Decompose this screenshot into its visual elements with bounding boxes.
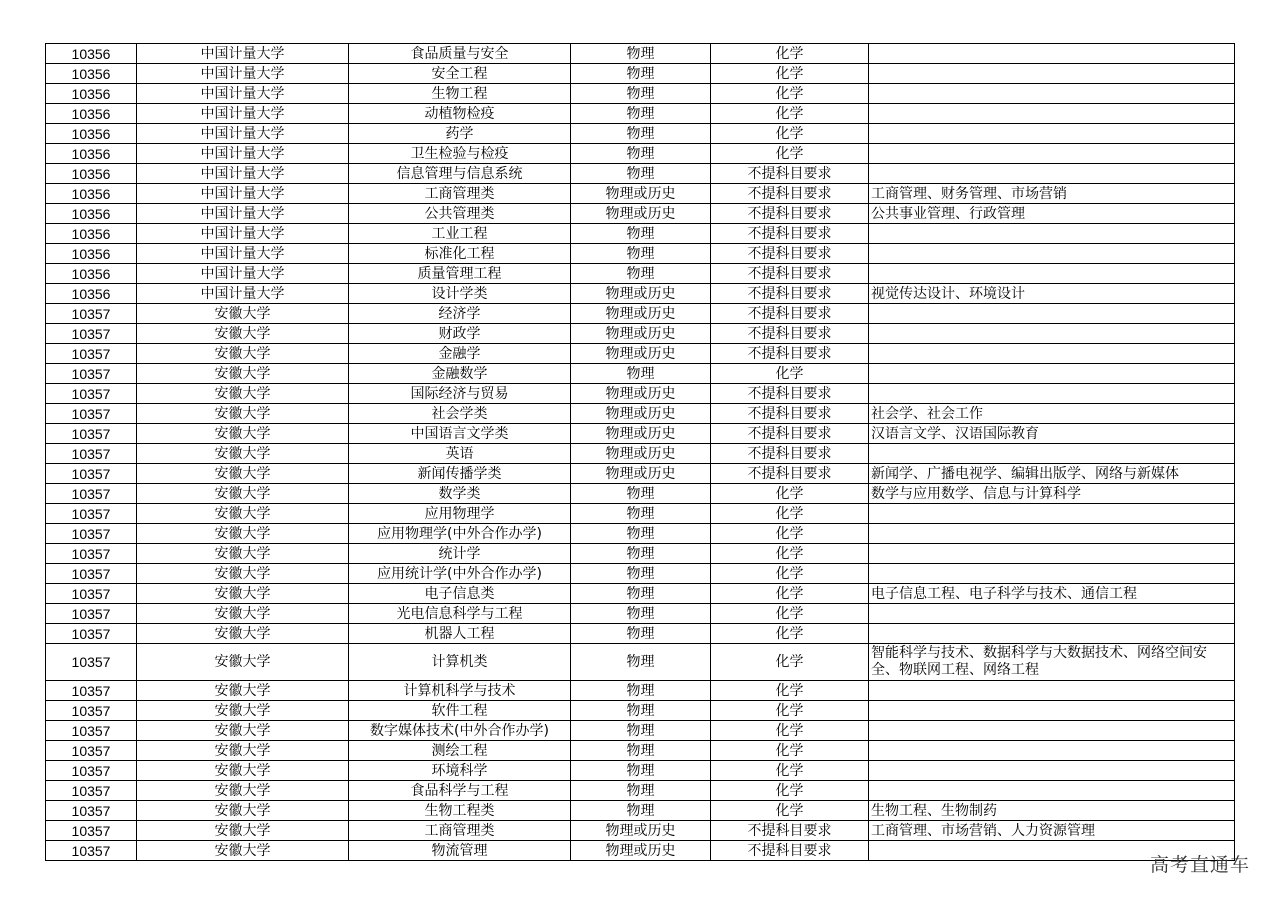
cell-first-subject: 物理或历史 [571, 324, 711, 344]
cell-second-subject: 化学 [711, 741, 869, 761]
cell-second-subject: 不提科目要求 [711, 264, 869, 284]
cell-major-name: 计算机科学与技术 [349, 681, 571, 701]
cell-school-code: 10357 [46, 344, 137, 364]
cell-school-code: 10357 [46, 584, 137, 604]
cell-second-subject: 化学 [711, 781, 869, 801]
cell-major-name: 生物工程 [349, 84, 571, 104]
cell-first-subject: 物理或历史 [571, 404, 711, 424]
cell-school-code: 10357 [46, 624, 137, 644]
cell-school-name: 中国计量大学 [137, 164, 349, 184]
cell-school-name: 安徽大学 [137, 781, 349, 801]
cell-school-code: 10357 [46, 781, 137, 801]
cell-second-subject: 不提科目要求 [711, 344, 869, 364]
table-body [46, 44, 1235, 861]
cell-major-name: 金融数学 [349, 364, 571, 384]
cell-first-subject: 物理或历史 [571, 344, 711, 364]
cell-included-majors: 公共事业管理、行政管理 [869, 204, 1235, 224]
cell-major-name: 统计学 [349, 544, 571, 564]
cell-major-name: 新闻传播学类 [349, 464, 571, 484]
cell-included-majors [869, 544, 1235, 564]
cell-school-name: 中国计量大学 [137, 184, 349, 204]
cell-major-name: 食品质量与安全 [349, 44, 571, 64]
cell-major-name: 英语 [349, 444, 571, 464]
cell-first-subject: 物理 [571, 224, 711, 244]
cell-second-subject: 不提科目要求 [711, 244, 869, 264]
cell-included-majors: 新闻学、广播电视学、编辑出版学、网络与新媒体 [869, 464, 1235, 484]
cell-second-subject: 不提科目要求 [711, 224, 869, 244]
cell-second-subject: 化学 [711, 701, 869, 721]
cell-second-subject: 化学 [711, 144, 869, 164]
cell-first-subject: 物理 [571, 681, 711, 701]
cell-second-subject: 化学 [711, 544, 869, 564]
cell-second-subject: 化学 [711, 721, 869, 741]
cell-major-name: 机器人工程 [349, 624, 571, 644]
cell-school-name: 中国计量大学 [137, 284, 349, 304]
cell-school-code: 10357 [46, 524, 137, 544]
cell-first-subject: 物理或历史 [571, 444, 711, 464]
table-row [46, 781, 1235, 801]
cell-first-subject: 物理 [571, 721, 711, 741]
cell-second-subject: 不提科目要求 [711, 424, 869, 444]
cell-major-name: 社会学类 [349, 404, 571, 424]
cell-first-subject: 物理 [571, 484, 711, 504]
table-row [46, 624, 1235, 644]
cell-included-majors [869, 244, 1235, 264]
cell-first-subject: 物理 [571, 504, 711, 524]
cell-included-majors [869, 344, 1235, 364]
cell-first-subject: 物理 [571, 604, 711, 624]
subject-requirements-table [45, 43, 1235, 861]
cell-school-code: 10357 [46, 384, 137, 404]
cell-included-majors [869, 384, 1235, 404]
cell-first-subject: 物理 [571, 544, 711, 564]
cell-school-name: 安徽大学 [137, 604, 349, 624]
cell-included-majors [869, 564, 1235, 584]
cell-included-majors: 工商管理、市场营销、人力资源管理 [869, 821, 1235, 841]
cell-included-majors [869, 44, 1235, 64]
cell-major-name: 卫生检验与检疫 [349, 144, 571, 164]
cell-school-name: 安徽大学 [137, 524, 349, 544]
cell-major-name: 应用物理学(中外合作办学) [349, 524, 571, 544]
cell-school-code: 10357 [46, 841, 137, 861]
table-row [46, 721, 1235, 741]
cell-first-subject: 物理 [571, 264, 711, 284]
table-row [46, 761, 1235, 781]
cell-major-name: 电子信息类 [349, 584, 571, 604]
table-row [46, 424, 1235, 444]
cell-school-code: 10357 [46, 801, 137, 821]
cell-included-majors: 生物工程、生物制药 [869, 801, 1235, 821]
table-row [46, 284, 1235, 304]
cell-major-name: 应用物理学 [349, 504, 571, 524]
cell-first-subject: 物理或历史 [571, 204, 711, 224]
cell-first-subject: 物理 [571, 584, 711, 604]
cell-first-subject: 物理 [571, 84, 711, 104]
cell-second-subject: 化学 [711, 504, 869, 524]
cell-school-name: 中国计量大学 [137, 44, 349, 64]
table-row [46, 264, 1235, 284]
cell-school-code: 10357 [46, 504, 137, 524]
cell-major-name: 测绘工程 [349, 741, 571, 761]
table-row [46, 204, 1235, 224]
cell-major-name: 光电信息科学与工程 [349, 604, 571, 624]
cell-first-subject: 物理 [571, 64, 711, 84]
cell-major-name: 环境科学 [349, 761, 571, 781]
cell-school-code: 10357 [46, 604, 137, 624]
cell-school-name: 中国计量大学 [137, 124, 349, 144]
cell-major-name: 动植物检疫 [349, 104, 571, 124]
cell-school-code: 10356 [46, 84, 137, 104]
cell-second-subject: 化学 [711, 624, 869, 644]
table-row [46, 144, 1235, 164]
table-row [46, 504, 1235, 524]
cell-included-majors [869, 721, 1235, 741]
cell-included-majors [869, 84, 1235, 104]
cell-school-name: 安徽大学 [137, 544, 349, 564]
cell-major-name: 计算机类 [349, 644, 571, 681]
cell-school-name: 安徽大学 [137, 681, 349, 701]
cell-school-name: 安徽大学 [137, 624, 349, 644]
cell-school-code: 10356 [46, 44, 137, 64]
cell-school-code: 10357 [46, 424, 137, 444]
cell-first-subject: 物理 [571, 741, 711, 761]
table-row [46, 464, 1235, 484]
table-row [46, 324, 1235, 344]
cell-school-code: 10357 [46, 404, 137, 424]
cell-included-majors: 数学与应用数学、信息与计算科学 [869, 484, 1235, 504]
cell-included-majors [869, 104, 1235, 124]
cell-included-majors [869, 124, 1235, 144]
cell-school-name: 安徽大学 [137, 344, 349, 364]
table-row [46, 524, 1235, 544]
cell-first-subject: 物理或历史 [571, 464, 711, 484]
cell-first-subject: 物理 [571, 44, 711, 64]
cell-second-subject: 化学 [711, 104, 869, 124]
cell-school-name: 安徽大学 [137, 644, 349, 681]
cell-second-subject: 化学 [711, 604, 869, 624]
cell-second-subject: 不提科目要求 [711, 821, 869, 841]
cell-school-code: 10357 [46, 484, 137, 504]
cell-school-code: 10357 [46, 564, 137, 584]
table-row [46, 404, 1235, 424]
cell-included-majors [869, 504, 1235, 524]
table-row [46, 384, 1235, 404]
cell-school-code: 10356 [46, 224, 137, 244]
cell-first-subject: 物理 [571, 244, 711, 264]
cell-major-name: 国际经济与贸易 [349, 384, 571, 404]
cell-school-name: 安徽大学 [137, 584, 349, 604]
cell-school-name: 安徽大学 [137, 304, 349, 324]
cell-second-subject: 不提科目要求 [711, 841, 869, 861]
cell-major-name: 软件工程 [349, 701, 571, 721]
cell-included-majors [869, 224, 1235, 244]
cell-school-name: 安徽大学 [137, 444, 349, 464]
cell-second-subject: 不提科目要求 [711, 304, 869, 324]
cell-second-subject: 化学 [711, 124, 869, 144]
cell-school-code: 10357 [46, 681, 137, 701]
cell-first-subject: 物理或历史 [571, 184, 711, 204]
cell-school-name: 安徽大学 [137, 364, 349, 384]
cell-major-name: 食品科学与工程 [349, 781, 571, 801]
cell-second-subject: 化学 [711, 584, 869, 604]
cell-school-code: 10357 [46, 324, 137, 344]
cell-first-subject: 物理 [571, 564, 711, 584]
cell-major-name: 安全工程 [349, 64, 571, 84]
cell-major-name: 财政学 [349, 324, 571, 344]
cell-first-subject: 物理 [571, 164, 711, 184]
cell-school-code: 10357 [46, 544, 137, 564]
cell-first-subject: 物理 [571, 701, 711, 721]
cell-school-name: 安徽大学 [137, 464, 349, 484]
table-row [46, 544, 1235, 564]
cell-included-majors [869, 604, 1235, 624]
table-row [46, 584, 1235, 604]
cell-major-name: 数字媒体技术(中外合作办学) [349, 721, 571, 741]
table-row [46, 64, 1235, 84]
table-row [46, 821, 1235, 841]
cell-school-code: 10356 [46, 104, 137, 124]
cell-second-subject: 化学 [711, 64, 869, 84]
cell-major-name: 物流管理 [349, 841, 571, 861]
cell-second-subject: 不提科目要求 [711, 444, 869, 464]
cell-school-name: 安徽大学 [137, 721, 349, 741]
cell-included-majors [869, 444, 1235, 464]
cell-school-code: 10356 [46, 64, 137, 84]
cell-school-name: 中国计量大学 [137, 104, 349, 124]
cell-school-code: 10357 [46, 741, 137, 761]
cell-school-name: 安徽大学 [137, 404, 349, 424]
cell-school-name: 中国计量大学 [137, 244, 349, 264]
cell-school-code: 10356 [46, 284, 137, 304]
cell-second-subject: 化学 [711, 681, 869, 701]
cell-second-subject: 化学 [711, 644, 869, 681]
cell-school-code: 10357 [46, 644, 137, 681]
cell-included-majors: 视觉传达设计、环境设计 [869, 284, 1235, 304]
cell-school-name: 中国计量大学 [137, 264, 349, 284]
cell-school-code: 10356 [46, 144, 137, 164]
table-row [46, 604, 1235, 624]
cell-first-subject: 物理或历史 [571, 284, 711, 304]
cell-included-majors: 汉语言文学、汉语国际教育 [869, 424, 1235, 444]
cell-second-subject: 化学 [711, 364, 869, 384]
cell-school-code: 10357 [46, 701, 137, 721]
table-row [46, 484, 1235, 504]
cell-included-majors [869, 524, 1235, 544]
cell-first-subject: 物理或历史 [571, 384, 711, 404]
cell-school-code: 10357 [46, 364, 137, 384]
cell-included-majors [869, 681, 1235, 701]
table-row [46, 304, 1235, 324]
cell-included-majors [869, 624, 1235, 644]
table-row [46, 841, 1235, 861]
table-row [46, 104, 1235, 124]
cell-school-code: 10357 [46, 464, 137, 484]
cell-first-subject: 物理或历史 [571, 304, 711, 324]
cell-second-subject: 化学 [711, 484, 869, 504]
cell-school-name: 中国计量大学 [137, 64, 349, 84]
cell-second-subject: 化学 [711, 801, 869, 821]
cell-school-name: 安徽大学 [137, 564, 349, 584]
cell-major-name: 经济学 [349, 304, 571, 324]
cell-major-name: 药学 [349, 124, 571, 144]
cell-second-subject: 不提科目要求 [711, 384, 869, 404]
table-row [46, 164, 1235, 184]
cell-school-name: 中国计量大学 [137, 84, 349, 104]
cell-included-majors [869, 324, 1235, 344]
cell-school-code: 10357 [46, 444, 137, 464]
cell-included-majors: 社会学、社会工作 [869, 404, 1235, 424]
table-row [46, 644, 1235, 681]
cell-major-name: 工商管理类 [349, 184, 571, 204]
cell-school-name: 中国计量大学 [137, 144, 349, 164]
cell-included-majors [869, 164, 1235, 184]
cell-second-subject: 不提科目要求 [711, 184, 869, 204]
cell-major-name: 公共管理类 [349, 204, 571, 224]
table-row [46, 741, 1235, 761]
cell-major-name: 工商管理类 [349, 821, 571, 841]
cell-major-name: 设计学类 [349, 284, 571, 304]
cell-first-subject: 物理 [571, 761, 711, 781]
cell-school-code: 10357 [46, 304, 137, 324]
table-row [46, 364, 1235, 384]
cell-school-name: 安徽大学 [137, 384, 349, 404]
cell-second-subject: 不提科目要求 [711, 404, 869, 424]
cell-major-name: 生物工程类 [349, 801, 571, 821]
cell-school-name: 安徽大学 [137, 484, 349, 504]
cell-major-name: 工业工程 [349, 224, 571, 244]
cell-first-subject: 物理 [571, 104, 711, 124]
cell-first-subject: 物理或历史 [571, 841, 711, 861]
cell-school-name: 安徽大学 [137, 821, 349, 841]
cell-first-subject: 物理 [571, 781, 711, 801]
cell-school-code: 10356 [46, 124, 137, 144]
cell-second-subject: 化学 [711, 44, 869, 64]
cell-included-majors [869, 64, 1235, 84]
cell-second-subject: 不提科目要求 [711, 164, 869, 184]
cell-included-majors [869, 304, 1235, 324]
cell-school-name: 安徽大学 [137, 701, 349, 721]
cell-second-subject: 化学 [711, 564, 869, 584]
cell-major-name: 标准化工程 [349, 244, 571, 264]
cell-school-name: 安徽大学 [137, 324, 349, 344]
cell-first-subject: 物理 [571, 624, 711, 644]
cell-first-subject: 物理或历史 [571, 424, 711, 444]
table-row [46, 801, 1235, 821]
table-row [46, 681, 1235, 701]
cell-school-code: 10356 [46, 184, 137, 204]
cell-major-name: 信息管理与信息系统 [349, 164, 571, 184]
table-row [46, 184, 1235, 204]
cell-second-subject: 不提科目要求 [711, 204, 869, 224]
cell-school-code: 10356 [46, 264, 137, 284]
cell-school-code: 10356 [46, 204, 137, 224]
table-row [46, 84, 1235, 104]
cell-school-name: 安徽大学 [137, 504, 349, 524]
cell-included-majors [869, 781, 1235, 801]
watermark-text: 高考直通车 [1149, 854, 1250, 876]
cell-school-name: 中国计量大学 [137, 204, 349, 224]
cell-school-name: 中国计量大学 [137, 224, 349, 244]
cell-major-name: 应用统计学(中外合作办学) [349, 564, 571, 584]
cell-second-subject: 不提科目要求 [711, 324, 869, 344]
table-row [46, 701, 1235, 721]
cell-major-name: 金融学 [349, 344, 571, 364]
cell-second-subject: 不提科目要求 [711, 284, 869, 304]
table-row [46, 124, 1235, 144]
cell-included-majors [869, 264, 1235, 284]
table-row [46, 224, 1235, 244]
cell-school-code: 10357 [46, 821, 137, 841]
cell-major-name: 数学类 [349, 484, 571, 504]
cell-school-name: 安徽大学 [137, 801, 349, 821]
cell-school-name: 安徽大学 [137, 424, 349, 444]
cell-school-code: 10357 [46, 761, 137, 781]
cell-first-subject: 物理 [571, 124, 711, 144]
cell-included-majors [869, 741, 1235, 761]
cell-second-subject: 化学 [711, 524, 869, 544]
cell-first-subject: 物理 [571, 144, 711, 164]
table-row [46, 244, 1235, 264]
cell-first-subject: 物理 [571, 644, 711, 681]
cell-included-majors [869, 701, 1235, 721]
table-row [46, 344, 1235, 364]
cell-school-name: 安徽大学 [137, 841, 349, 861]
cell-school-code: 10356 [46, 164, 137, 184]
cell-included-majors [869, 144, 1235, 164]
cell-first-subject: 物理 [571, 801, 711, 821]
table-row [46, 44, 1235, 64]
table-row [46, 444, 1235, 464]
cell-major-name: 质量管理工程 [349, 264, 571, 284]
cell-school-name: 安徽大学 [137, 741, 349, 761]
cell-second-subject: 化学 [711, 761, 869, 781]
cell-included-majors: 电子信息工程、电子科学与技术、通信工程 [869, 584, 1235, 604]
cell-first-subject: 物理或历史 [571, 821, 711, 841]
cell-school-name: 安徽大学 [137, 761, 349, 781]
cell-second-subject: 化学 [711, 84, 869, 104]
cell-included-majors: 工商管理、财务管理、市场营销 [869, 184, 1235, 204]
cell-included-majors: 智能科学与技术、数据科学与大数据技术、网络空间安全、物联网工程、网络工程 [869, 644, 1235, 681]
cell-first-subject: 物理 [571, 524, 711, 544]
table-row [46, 564, 1235, 584]
cell-school-code: 10357 [46, 721, 137, 741]
cell-first-subject: 物理 [571, 364, 711, 384]
cell-major-name: 中国语言文学类 [349, 424, 571, 444]
cell-school-code: 10356 [46, 244, 137, 264]
cell-included-majors [869, 761, 1235, 781]
cell-included-majors [869, 364, 1235, 384]
cell-second-subject: 不提科目要求 [711, 464, 869, 484]
